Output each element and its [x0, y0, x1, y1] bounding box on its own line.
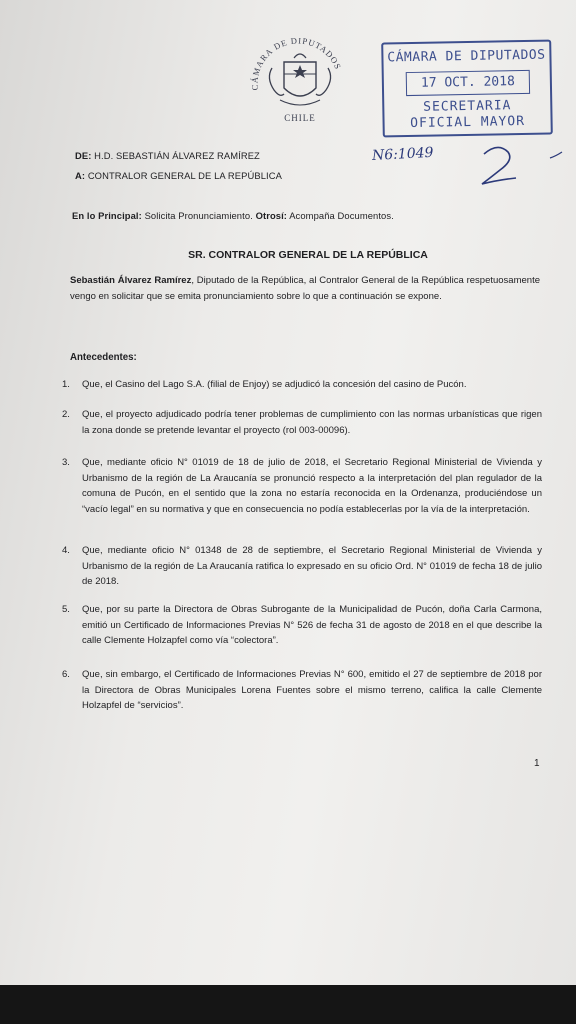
antecedentes-heading: Antecedentes: [70, 352, 137, 363]
to-value: CONTRALOR GENERAL DE LA REPÚBLICA [87, 170, 282, 181]
stamp-line-oficial-mayor: OFICIAL MAYOR [410, 113, 526, 131]
from-line [75, 150, 260, 161]
list-item-text: Que, mediante oficio N° 01348 de 28 de septiembre, el Secretario Regional Ministerial de Vivienda y Urbanismo de la región de La Araucanía ratifica lo expresado en su oficio Ord. N° 01019 de fecha 18 de julio de 2018. [82, 545, 542, 588]
intro-text: , Diputado de la República, al Contralor General de la República respetuosamente vengo en solicitar que se emita pronunciamiento sobre lo que a continuación se expone. [70, 275, 540, 303]
list-item-text: Que, el Casino del Lago S.A. (filial de Enjoy) se adjudicó la concesión del casino de Pucón. [82, 379, 467, 390]
list-item [62, 602, 542, 649]
list-item-number: 2. [62, 409, 70, 420]
list-item [62, 667, 542, 714]
handwritten-number: N6:1049 [371, 144, 434, 164]
to-label: A: [75, 170, 86, 181]
page-number: 1 [534, 758, 540, 769]
list-item-text: Que, sin embargo, el Certificado de Informaciones Previas N° 600, emitido el 27 de septiembre de 2018 por la Directora de Obras Municipales Lorena Fuentes sobre el mismo terreno, califica la calle Clemente Holzapfel de “servicios”. [82, 669, 542, 712]
stamp-title: CÁMARA DE DIPUTADOS [387, 47, 546, 66]
list-item [62, 543, 542, 590]
from-value: H.D. SEBASTIÁN ÁLVAREZ RAMÍREZ [94, 150, 260, 161]
principal-label: En lo Principal: [72, 210, 142, 221]
chamber-seal-emblem [244, 28, 354, 128]
list-item [62, 455, 542, 517]
list-item [62, 407, 542, 438]
stamp-line-secretaria: SECRETARIA [423, 98, 512, 115]
list-item-text: Que, el proyecto adjudicado podría tener problemas de cumplimiento con las normas urbanísticas que rigen la zona donde se pretende levantar el proyecto (rol 003-00096). [82, 409, 542, 436]
addressee-title: SR. CONTRALOR GENERAL DE LA REPÚBLICA [188, 249, 428, 261]
seal-arc-text: CÁMARA DE DIPUTADOS [249, 35, 344, 91]
to-line [75, 170, 282, 181]
list-item-number: 1. [62, 379, 70, 390]
stamp-date: 17 OCT. 2018 [406, 70, 530, 96]
summary-line [72, 210, 394, 221]
otrosi-value: Acompaña Documentos. [289, 210, 394, 221]
chamber-seal [244, 28, 354, 128]
intro-name: Sebastián Álvarez Ramírez [70, 275, 192, 286]
otrosi-label: Otrosí: [255, 210, 288, 221]
list-item-number: 3. [62, 457, 70, 468]
principal-value: Solicita Pronunciamiento. [144, 210, 253, 221]
list-item-text: Que, mediante oficio N° 01019 de 18 de julio de 2018, el Secretario Regional Ministerial de Vivienda y Urbanismo de la región de La Araucanía se pronunció respecto a la interpretación del plan regulador de la comuna de Pucón, en el sentido que la zona no estaría reconocida en la Ordenanza, produciéndose un “vacío legal” en su normativa y que en consecuencia no podía establecerlas por la vía de la interpretación. [82, 457, 542, 515]
list-item-number: 5. [62, 604, 70, 615]
list-item-number: 6. [62, 669, 70, 680]
from-label: DE: [75, 150, 92, 161]
handwriting-strokes [370, 140, 570, 190]
reception-stamp [381, 40, 553, 138]
list-item-number: 4. [62, 545, 70, 556]
seal-bottom-text: CHILE [284, 113, 316, 123]
handwritten-note [370, 140, 570, 190]
intro-paragraph [70, 273, 540, 306]
list-item [62, 377, 542, 393]
list-item-text: Que, por su parte la Directora de Obras Subrogante de la Municipalidad de Pucón, doña Carla Carmona, emitió un Certificado de Informaciones Previas N° 526 de fecha 31 de agosto de 2018 en el que describe la calle Clemente Holzapfel como vía “colectora”. [82, 604, 542, 647]
photo-bottom-edge [0, 985, 576, 1024]
